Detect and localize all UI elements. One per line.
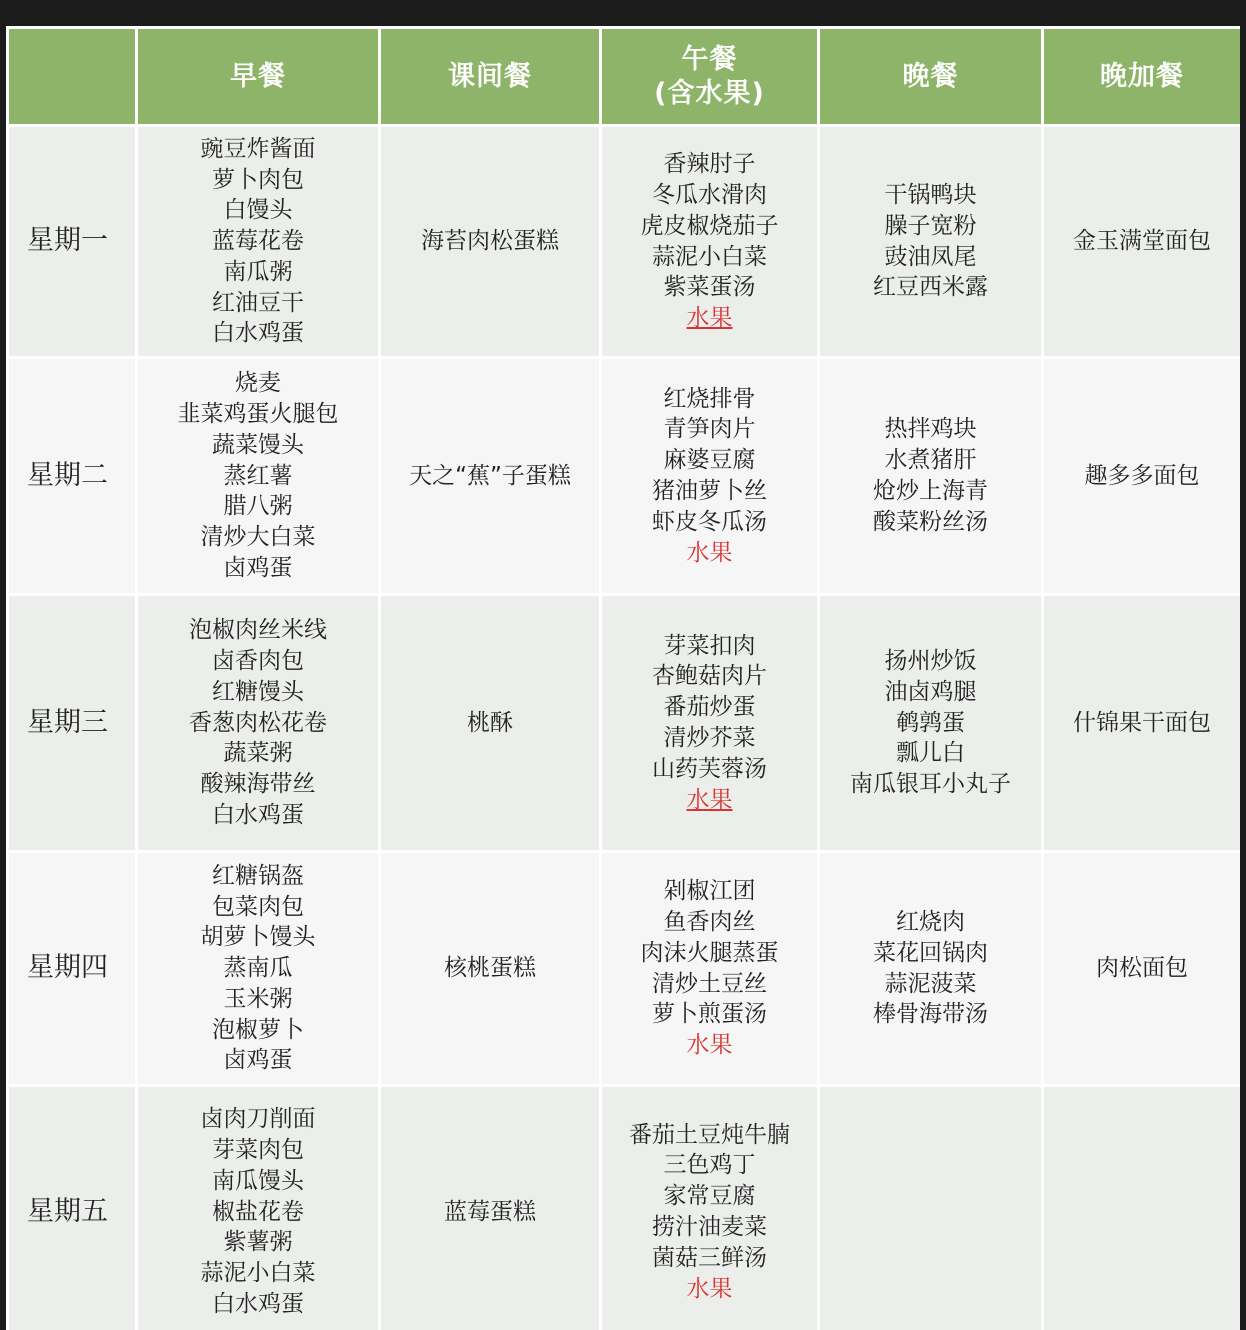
header-lunch <box>601 28 819 126</box>
breakfast-cell <box>137 1086 380 1330</box>
weekly-menu-table <box>6 26 1240 1330</box>
lunch-cell <box>601 595 819 852</box>
menu-sheet <box>6 26 1240 1330</box>
list-item: 剁椒江团 <box>663 878 756 905</box>
list-item: 肉沫火腿蒸蛋 <box>640 939 779 966</box>
dinner-cell <box>819 852 1043 1086</box>
list-item: 椒盐花卷 <box>212 1198 304 1225</box>
list-item: 红糖馒头 <box>212 678 304 705</box>
table-row <box>8 852 1241 1086</box>
list-item: 红油豆干 <box>212 289 304 316</box>
list-item: 番茄炒蛋 <box>663 694 756 721</box>
list-item: 酸辣海带丝 <box>200 771 316 798</box>
lunch-cell <box>601 1086 819 1330</box>
dinner-cell <box>819 358 1043 595</box>
list-item: 红糖锅盔 <box>212 862 304 889</box>
list-item: 酸菜粉丝汤 <box>873 508 988 535</box>
list-item: 番茄土豆炖牛腩 <box>629 1121 790 1148</box>
breakfast-cell <box>137 595 380 852</box>
header-snack: 课间餐 <box>380 28 601 126</box>
fruit-label: 水果 <box>686 1275 733 1302</box>
list-item: 蔬菜粥 <box>223 740 293 767</box>
list-item: 蒜泥小白菜 <box>200 1260 316 1287</box>
list-item: 白水鸡蛋 <box>212 1290 304 1317</box>
table-row <box>8 595 1241 852</box>
list-item: 杏鲍菇肉片 <box>652 663 767 690</box>
list-item: 麻婆豆腐 <box>663 447 756 474</box>
night-snack-cell: 金玉满堂面包 <box>1043 126 1241 358</box>
list-item: 卤鸡蛋 <box>223 1047 293 1074</box>
list-item: 红烧肉 <box>896 908 965 935</box>
list-item: 水煮猪肝 <box>884 447 977 474</box>
list-item: 炝炒上海青 <box>873 478 988 504</box>
list-item: 捞汁油麦菜 <box>652 1214 767 1240</box>
header-night-snack: 晚加餐 <box>1043 28 1241 126</box>
list-item: 菌菇三鲜汤 <box>652 1244 767 1271</box>
list-item: 红豆西米露 <box>873 274 988 301</box>
list-item: 油卤鸡腿 <box>884 678 977 705</box>
list-item: 蒜泥菠菜 <box>884 970 977 997</box>
breakfast-cell <box>137 126 380 358</box>
list-item: 干锅鸭块 <box>884 181 977 208</box>
night-snack-cell <box>1043 1086 1241 1330</box>
list-item: 虾皮冬瓜汤 <box>652 508 767 535</box>
list-item: 南瓜粥 <box>223 258 293 285</box>
breakfast-cell <box>137 852 380 1086</box>
list-item: 扬州炒饭 <box>884 648 977 674</box>
list-item: 青笋肉片 <box>663 416 756 443</box>
night-snack-cell: 什锦果干面包 <box>1043 595 1241 852</box>
list-item: 萝卜煎蛋汤 <box>652 1001 767 1028</box>
list-item: 豌豆炸酱面 <box>200 135 316 162</box>
night-snack-cell: 肉松面包 <box>1043 852 1241 1086</box>
list-item: 蓝莓花卷 <box>212 228 304 255</box>
snack-cell: 天之“蕉”子蛋糕 <box>380 358 601 595</box>
list-item: 猪油萝卜丝 <box>652 478 767 504</box>
list-item: 鹌鹑蛋 <box>896 709 965 736</box>
header-breakfast: 早餐 <box>137 28 380 126</box>
list-item: 泡椒肉丝米线 <box>189 617 327 644</box>
night-snack-cell: 趣多多面包 <box>1043 358 1241 595</box>
list-item: 烧麦 <box>235 370 281 397</box>
list-item: 蒸南瓜 <box>223 955 293 982</box>
fruit-label: 水果 <box>686 1032 733 1059</box>
list-item: 卤肉刀削面 <box>200 1106 316 1133</box>
header-lunch-note: (含水果) <box>654 77 765 109</box>
lunch-cell <box>601 852 819 1086</box>
list-item: 清炒芥菜 <box>663 725 756 751</box>
header-dinner: 晚餐 <box>819 28 1043 126</box>
list-item: 芽菜扣肉 <box>663 632 756 659</box>
fruit-label: 水果 <box>686 786 733 813</box>
list-item: 清炒大白菜 <box>200 524 316 551</box>
list-item: 紫薯粥 <box>223 1229 293 1256</box>
breakfast-cell <box>137 358 380 595</box>
list-item: 菜花回锅肉 <box>873 939 988 966</box>
dinner-cell <box>819 1086 1043 1330</box>
list-item: 蒜泥小白菜 <box>652 243 767 270</box>
list-item: 豉油凤尾 <box>884 243 977 270</box>
header-lunch-title: 午餐 <box>681 43 738 75</box>
table-row <box>8 1086 1241 1330</box>
snack-cell: 核桃蛋糕 <box>380 852 601 1086</box>
list-item: 家常豆腐 <box>663 1183 756 1210</box>
list-item: 包菜肉包 <box>212 893 304 920</box>
list-item: 红烧排骨 <box>663 385 756 412</box>
list-item: 臊子宽粉 <box>884 212 977 239</box>
list-item: 紫菜蛋汤 <box>663 274 756 301</box>
list-item: 三色鸡丁 <box>663 1152 756 1179</box>
dinner-cell <box>819 595 1043 852</box>
header-corner <box>8 28 137 126</box>
list-item: 鱼香肉丝 <box>663 908 756 935</box>
list-item: 南瓜馒头 <box>212 1167 304 1194</box>
list-item: 南瓜银耳小丸子 <box>850 771 1011 798</box>
snack-cell: 蓝莓蛋糕 <box>380 1086 601 1330</box>
dinner-cell <box>819 126 1043 358</box>
list-item: 白水鸡蛋 <box>212 320 304 347</box>
list-item: 蒸红薯 <box>223 462 293 489</box>
list-item: 清炒土豆丝 <box>652 970 767 997</box>
list-item: 虎皮椒烧茄子 <box>640 212 779 239</box>
list-item: 泡椒萝卜 <box>212 1016 304 1043</box>
day-label: 星期四 <box>8 852 137 1086</box>
table-row <box>8 358 1241 595</box>
list-item: 萝卜肉包 <box>212 166 304 193</box>
list-item: 卤鸡蛋 <box>223 554 293 581</box>
day-label: 星期一 <box>8 126 137 358</box>
lunch-cell <box>601 358 819 595</box>
list-item: 腊八粥 <box>223 493 293 520</box>
list-item: 玉米粥 <box>223 985 293 1012</box>
list-item: 山药芙蓉汤 <box>652 755 767 782</box>
list-item: 蔬菜馒头 <box>212 431 304 458</box>
fruit-label: 水果 <box>686 305 733 332</box>
list-item: 热拌鸡块 <box>884 416 977 443</box>
list-item: 韭菜鸡蛋火腿包 <box>177 401 339 427</box>
snack-cell: 桃酥 <box>380 595 601 852</box>
day-label: 星期五 <box>8 1086 137 1330</box>
day-label: 星期三 <box>8 595 137 852</box>
table-row <box>8 126 1241 358</box>
snack-cell: 海苔肉松蛋糕 <box>380 126 601 358</box>
list-item: 香葱肉松花卷 <box>189 709 327 736</box>
list-item: 白馒头 <box>223 197 293 224</box>
header-row <box>8 28 1241 126</box>
list-item: 棒骨海带汤 <box>873 1001 988 1028</box>
list-item: 冬瓜水滑肉 <box>652 181 767 208</box>
list-item: 瓢儿白 <box>896 740 965 767</box>
list-item: 香辣肘子 <box>663 151 756 178</box>
list-item: 卤香肉包 <box>212 648 304 674</box>
lunch-cell <box>601 126 819 358</box>
list-item: 白水鸡蛋 <box>212 801 304 828</box>
day-label: 星期二 <box>8 358 137 595</box>
fruit-label: 水果 <box>686 539 733 566</box>
list-item: 胡萝卜馒头 <box>200 924 316 951</box>
list-item: 芽菜肉包 <box>212 1137 304 1163</box>
